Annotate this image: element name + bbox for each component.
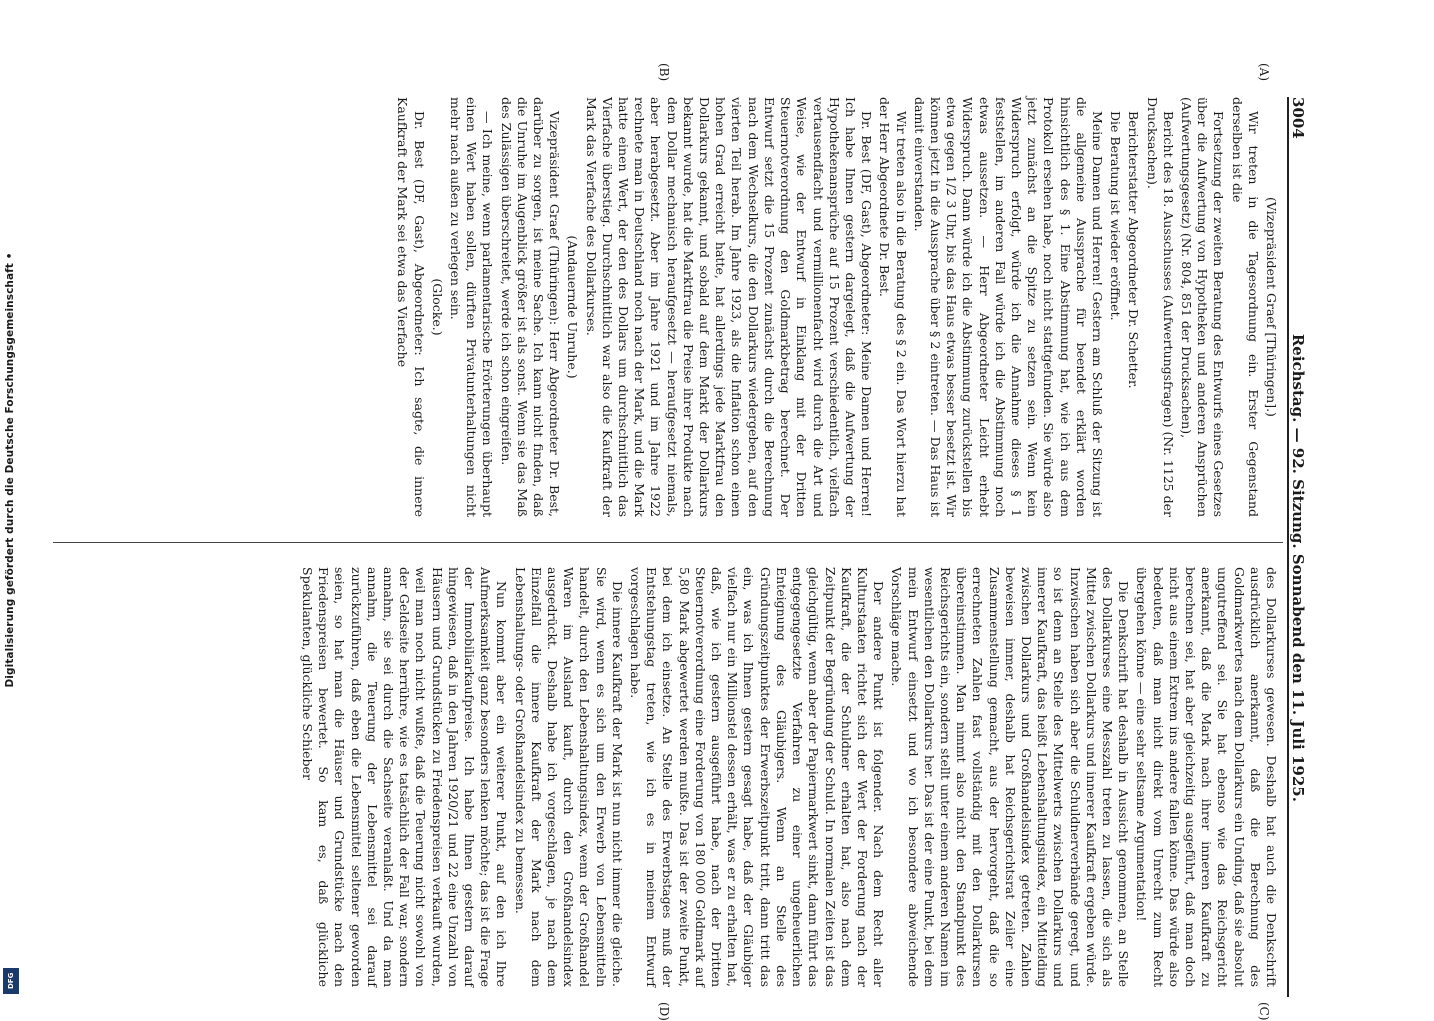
margin-marker-b: (B) bbox=[657, 63, 671, 82]
speech: Dr. Best (DF, Gast), Abgeordneter: Meine Damen und Herren! Ich habe Ihnen gestern dargelegt, daß die Aufwertung der Hypothekenansprüche auf 15 Prozent verschiedentlich, vielfach vertausendfacht und vermillionenfacht wird durch die Art und Weise, wie der Entwurf in Einklang mit der Dritten Steuernotverordnung den Goldmarkbetrag berechnet. Der Entwurf setzt die 15 Prozent zunächst durch die Berechnung nach dem Wechselkurs, die den Dollarkurs wiedergeben, auf den vierten Teil herab. Im Jahre 1923, als die Inflation schon einen hohen Grad erreicht hatte, hat allerdings jede Marktfrau den Dollarkurs gekannt, und sobald auf dem Markt der Dollarkurs bekannt wurde, hat die Marktfrau die Preise ihrer Produkte nach dem Dollar mechanisch heraufgesetzt — heraufgesetzt niemals, aber herabgesetzt. Aber im Jahre 1921 und im Jahre 1922 rechnete man in Deutschland noch nach der Mark, und die Mark hatte einen Wert, der den des Dollars um durchschnittlich das Vierfache überstieg. Durchschnittlich war also die Kaufkraft der Mark das Vierfache des Dollarkurses. bbox=[583, 97, 875, 517]
paragraph: Die Beratung ist wieder eröffnet. bbox=[1108, 111, 1124, 321]
paragraph: Bericht des 18. Ausschusses (Aufwertungsfragen) (Nr. 1125 der Drucksachen). bbox=[1144, 97, 1176, 517]
paragraph: Meine Damen und Herren! Gestern am Schluß der Sitzung ist die allgemeine Aussprache für beendet erklärt worden hinsichtlich des § 1. Eine Abstimmung hat, wie ich aus dem Protokoll ersehen habe, noch nicht stattgefunden. Sie würde also jetzt zunächst an die Spitze zu setzen sein. Wenn kein Widerspruch erfolgt, würde ich die Annahme dieses § 1 feststellen, im anderen Fall würde ich die Abstimmung noch etwas aussetzen. — Herr Abgeordneter Leicht erhebt Widerspruch. Dann würde ich die Abstimmung zurückstellen bis etwa gegen 1/2 3 Uhr, bis das Haus etwas besser besetzt ist. Wir können jetzt in die Aussprache über § 2 eintreten. — Das Haus ist damit einverstanden. bbox=[911, 97, 1105, 517]
paragraph: Wir treten also in die Beratung des § 2 ein. Das Wort hierzu hat der Herr Abgeordnete Dr. Best. bbox=[877, 97, 909, 517]
margin-marker-c: (C) bbox=[1257, 1002, 1271, 1021]
column-divider bbox=[53, 542, 1283, 543]
right-column bbox=[297, 567, 1279, 987]
paragraph: Die Denkschrift hat deshalb in Aussicht genommen, an Stelle des Dollarkurses eine Messzahl treten zu lassen, die sich als Mittel zwischen Dollarkurs und innerer Kaufkraft ergeben würde. Inzwischen haben sich aber die Schuldnerverbände geregt, und so ist denn an Stelle des Mittelwerts zwischen Dollarkurs und innerer Kaufkraft, das heißt Lebenshaltungsindex, ein Mittelding zwischen Dollarkurs und Großhandelsindex getreten. Zahlen beweisen immer, deshalb hat Reichsgerichtsrat Zeiler eine Zusammenstellung gemacht, aus der hervorgeht, daß die so errechneten Zahlen fast vollständig mit den Dollarkursen übereinstimmen. Man nimmt also nicht den Standpunkt des Reichsgerichts ein, sondern stellt unter einem anderen Namen im wesentlichen den Dollarkurs her. Das ist der eine Punkt, bei dem mein Entwurf einsetzt und wo ich besondere abweichende Vorschläge mache. bbox=[889, 567, 1132, 987]
paragraph: Berichterstatter Abgeordneter Dr. Schetter. bbox=[1126, 111, 1142, 389]
scanned-page bbox=[11, 63, 1311, 1021]
page-number: 3004 bbox=[1289, 97, 1307, 139]
left-column bbox=[392, 97, 1279, 517]
paragraph: des Dollarkurses gewesen. Deshalb hat auch die Denkschrift ausdrücklich anerkannt, daß die Berechnung des Goldmarkwertes nach dem Dollarkurs ein Unding, daß sie absolut ungutreffend sei. Sie hat ebenso wie das Reichsgericht anerkannt, daß die Mark nach ihrer inneren Kaufkraft zu berechnen sei, hat aber gleichzeitig ausgeführt, daß man doch nicht aus einem Extrem ins andere fallen könne. Das würde also bedeuten, daß man nicht direkt vom Unrecht zum Recht übergehen könne — eine sehr seltsame Argumentation! bbox=[1134, 567, 1279, 987]
interjection: (Glocke.) bbox=[429, 278, 445, 336]
funding-credit: Digitalisierung gefördert durch die Deutsche Forschungsgemeinschaft • bbox=[4, 252, 16, 688]
agenda-item: Fortsetzung der zweiten Beratung des Entwurfs eines Gesetzes über die Aufwertung von Hypotheken und anderen Ansprüchen (Aufwertungsgesetz) (Nr. 804, 851 der Drucksachen), bbox=[1178, 97, 1227, 517]
speech: Dr. Best (DF, Gast), Abgeordneter: Ich sagte, die innere Kaufkraft der Mark sei etwa das Vierfache bbox=[395, 97, 427, 517]
speech: Vizepräsident Graef (Thüringen): Herr Abgeordneter Dr. Best, darüber zu sorgen, ist meine Sache. Ich kann nicht finden, daß die Unruhe im Augenblick größer ist als sonst. Wenn sie das Maß des Zulässigen überschreitet, werde ich schon eingreifen. bbox=[498, 97, 563, 517]
margin-marker-a: (A) bbox=[1257, 63, 1271, 82]
page-header bbox=[1287, 97, 1311, 997]
paragraph: Die innere Kaufkraft der Mark ist nun nicht immer die gleiche. Sie wird, wenn es sich um den Erwerb von Lebensmitteln handelt, durch den Lebenshaltungsindex, wenn der Großhandel Waren im Ausland kauft, durch den Großhandelsindex ausgedrückt. Deshalb habe ich vorgeschlagen, je nach dem Einzelfall die innere Kaufkraft der Mark nach dem Lebenshaltungs- oder Großhandelsindex zu bemessen. bbox=[512, 567, 625, 987]
interjection: (Andauernde Unruhe.) bbox=[565, 235, 581, 379]
dfg-logo: DFG bbox=[3, 968, 19, 994]
paragraph: Wir treten in die Tagesordnung ein. Erster Gegenstand derselben ist die bbox=[1229, 97, 1261, 517]
speaker-note: (Vizepräsident Graef [Thüringen].) bbox=[1264, 197, 1279, 417]
paragraph: Nun kommt aber ein weiterer Punkt, auf den ich Ihre Aufmerksamkeit ganz besonders lenken möchte; das ist die Frage der Immobiliarkaufpreise. Ich habe Ihnen gestern darauf hingewiesen, daß in den Jahren 1920/21 und 22 eine Unzahl von Häusern und Grundstücken zu Friedenspreisen verkauft wurden, weil man noch nicht wußte, daß die Teuerung nicht sowohl von der Geldseite herrühre, wie es tatsächlich der Fall war, sondern annahm, sie sei durch die Sachseite veranlaßt. Und da man annahm, die Teuerung der Lebensmittel sei darauf zurückzuführen, daß eben die Lebensmittel seltener geworden seien, so hat man die Häuser und Grundstücke nach den Friedenspreisen bewertet. So kam es, daß glückliche Spekulanten, glückliche Schieber bbox=[300, 567, 510, 987]
page-title: Reichstag. — 92. Sitzung. Sonnabend den 11. Juli 1925. bbox=[1289, 333, 1307, 802]
paragraph: Der andere Punkt ist folgender. Nach dem Recht aller Kulturstaaten richtet sich der Wert der Forderung nach der Kaufkraft, die der Schuldner erhalten hat, also nach dem Zeitpunkt der Begründung der Schuld. In normalen Zeiten ist das gleichgültig, wenn aber der Papiermarkwert sinkt, dann führt das entgegengesetzte Verfahren zu einer ungeheuerlichen Enteignung des Gläubigers. Wenn an Stelle des Gründungszeitpunktes der Erwerbszeitpunkt tritt, dann tritt das ein, was ich Ihnen gestern gesagt habe, daß der Gläubiger vielfach nur ein Millionstel dessen erhält, was er zu erhalten hat, daß, wie ich gestern ausgeführt habe, nach der Dritten Steuernotverordnung eine Forderung von 180 000 Goldmark auf 5,80 Mark abgewertet werden mußte. Das ist der zweite Punkt, bei dem ich einsetze. An Stelle des Erwerbstages muß der Entstehungstag treten, wie ich es in meinem Entwurf vorgeschlagen habe. bbox=[628, 567, 887, 987]
margin-marker-d: (D) bbox=[657, 1002, 671, 1021]
paragraph: — Ich meine, wenn parlamentarische Erörterungen überhaupt einen Wert haben sollen, dürften Privatunterhaltungen nicht mehr nach außen zu verlegen sein. bbox=[448, 97, 496, 517]
